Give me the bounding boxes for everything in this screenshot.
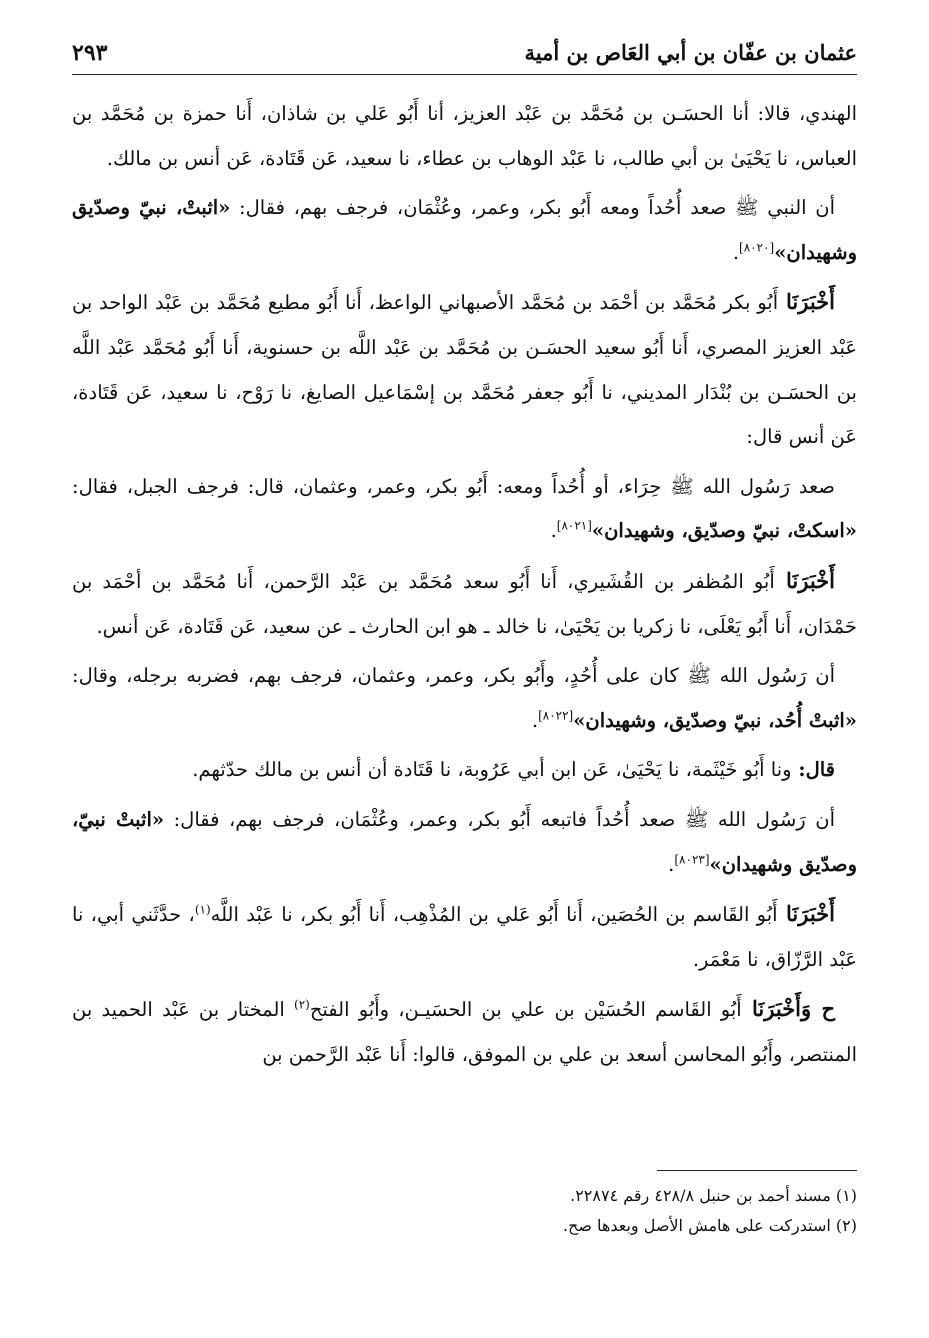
paragraph xyxy=(72,987,857,1077)
paragraph-text: . xyxy=(550,519,557,543)
footnote-2: (٢) استدركت على هامش الأصل وبعدها صح. xyxy=(562,1216,857,1235)
paragraph xyxy=(72,559,857,649)
paragraph xyxy=(72,654,857,743)
paragraph-text: . xyxy=(668,852,675,876)
isnad-lead-word: أَخْبَرَنَا xyxy=(774,567,835,593)
paragraph-text: . xyxy=(732,240,740,264)
hadith-quote: قال: xyxy=(791,758,835,782)
reference-number: (١) xyxy=(194,902,211,917)
isnad-lead-word: أَخْبَرَنَا xyxy=(777,901,836,927)
paragraph xyxy=(72,280,857,459)
paragraph xyxy=(72,798,857,887)
paragraph-text: أَبُو بكر مُحَمَّد بن أحْمَد بن مُحَمَّد الأصبهاني الواعظ، أَنا أَبُو مطيع مُحَمَّد بن عَبْد الواحد بن عَبْد العزيز المصري، أَنا أَبُو سعيد الحسَـن بن مُحَمَّد بن عَبْد اللَّه بن حسنوية، أَنا أَبُو مُحَمَّد عَبْد اللَّه بن الحسَـن بن بُنْدَار المديني، نا أَبُو جعفر مُحَمَّد بن إسْمَاعيل الصايغ، نا رَوْح، نا سعيد، عَن قَتَادة، عَن أنس قال: xyxy=(72,291,857,449)
reference-number: [٨٠٢١] xyxy=(556,518,592,533)
footnotes xyxy=(72,1170,857,1241)
isnad-lead-word: ح وَأَخْبَرَنَا xyxy=(741,996,835,1022)
running-title: عثمان بن عفّان بن أبي العَاص بن أمية xyxy=(524,40,857,65)
paragraph xyxy=(72,892,857,982)
paragraph-text: أَبُو المُظفر بن القُشَيري، أَنا أَبُو سعد مُحَمَّد بن عَبْد الرَّحمن، أَنا مُحَمَّد بن أحْمَد بن حَمْدَان، أَنا أَبُو يَعْلَى، نا زكريا بن يَحْيَىٰ، نا خالد ـ هو ابن الحارث ـ عن سعيد، عَن قَتَادة، عَن أنس. xyxy=(72,569,857,638)
footnote-1: (١) مسند أحمد بن حنبل ٤٢٨/٨ رقم ٢٢٨٧٤. xyxy=(570,1186,857,1205)
footnote-divider xyxy=(657,1170,857,1171)
reference-number: [٨٠٢٢] xyxy=(538,708,574,723)
main-text xyxy=(72,92,857,1077)
paragraph-text: الهندي، قالا: أنا الحسَـن بن مُحَمَّد بن عَبْد العزيز، أنا أَبُو عَلي بن شاذان، أَنا حمزة بن مُحَمَّد بن العباس، نا يَحْيَىٰ بن أبي طالب، نا عَبْد الوهاب بن عطاء، نا سعيد، عَن قَتَادة، عَن أنس بن مالك. xyxy=(72,102,857,170)
paragraph-text: أن رَسُول الله ﷺ صعد أُحُداً فاتبعه أَبُو بكر، وعمر، وعُثْمَان، فرجف بهم، فقال: xyxy=(164,807,835,831)
paragraph-text: ، حدَّثَني أبي، نا عَبْد الرَّزّاق، نا مَعْمَر. xyxy=(72,903,857,971)
page-header xyxy=(72,34,857,75)
paragraph-text: . xyxy=(531,708,539,732)
paragraph-text: أَبُو القَاسم بن الحُصَين، أَنا أَبُو عَلي بن المُذْهِب، أَنا أَبُو بكر، نا عَبْد اللَّه xyxy=(210,903,778,927)
paragraph-text: أن النبي ﷺ صعد أُحُداً ومعه أَبُو بكر، وعمر، وعُثْمَان، فرجف بهم، فقال: xyxy=(230,196,835,220)
paragraph-text: ونا أَبُو خَيْثَمة، نا يَحْيَىٰ، عَن ابن أبي عَرُوبة، نا قَتَادة أن أنس بن مالك حدّثهم. xyxy=(192,758,792,782)
reference-number: [٨٠٢٣] xyxy=(674,852,710,866)
hadith-quote: «اسكتْ، نبيّ وصدّيق، وشهيدان» xyxy=(591,519,857,543)
reference-number: [٨٠٢٠] xyxy=(739,240,775,255)
paragraph xyxy=(72,465,857,554)
paragraph-text: أَبُو القَاسم الحُسَيْن بن علي بن الحسَيـن، وأَبُو الفتح xyxy=(309,998,742,1022)
paragraph xyxy=(72,748,857,793)
hadith-quote: «اثبتْ، نبيّ وصدّيق وشهيدان» xyxy=(72,196,857,264)
hadith-quote: «اثبتْ نبيّ، وصدّيق وشهيدان» xyxy=(72,807,857,876)
page-number: ٢٩٣ xyxy=(72,40,108,66)
paragraph xyxy=(72,186,857,275)
isnad-lead-word: أَخْبَرَنَا xyxy=(778,289,835,315)
paragraph-text: المختار بن عَبْد الحميد بن المنتصر، وأَبُو المحاسن أسعد بن علي بن الموفق، قالوا: أَنا عَبْد الرَّحمن بن xyxy=(72,998,857,1066)
paragraph-text: صعد رَسُول الله ﷺ حِرَاء، أو أُحُداً ومعه: أَبُو بكر، وعمر، وعثمان، قال: فرجف الجبل، فقال: xyxy=(72,474,835,498)
paragraph-text: أن رَسُول الله ﷺ كان على أُحُدٍ، وأَبُو بكر، وعمر، وعثمان، فرجف بهم، فضربه برجله، وقال: xyxy=(72,664,835,688)
paragraph xyxy=(72,92,857,181)
hadith-quote: «اثبتْ أُحُد، نبيّ وصدّيق، وشهيدان» xyxy=(573,708,857,732)
reference-number: (٢) xyxy=(294,997,310,1012)
